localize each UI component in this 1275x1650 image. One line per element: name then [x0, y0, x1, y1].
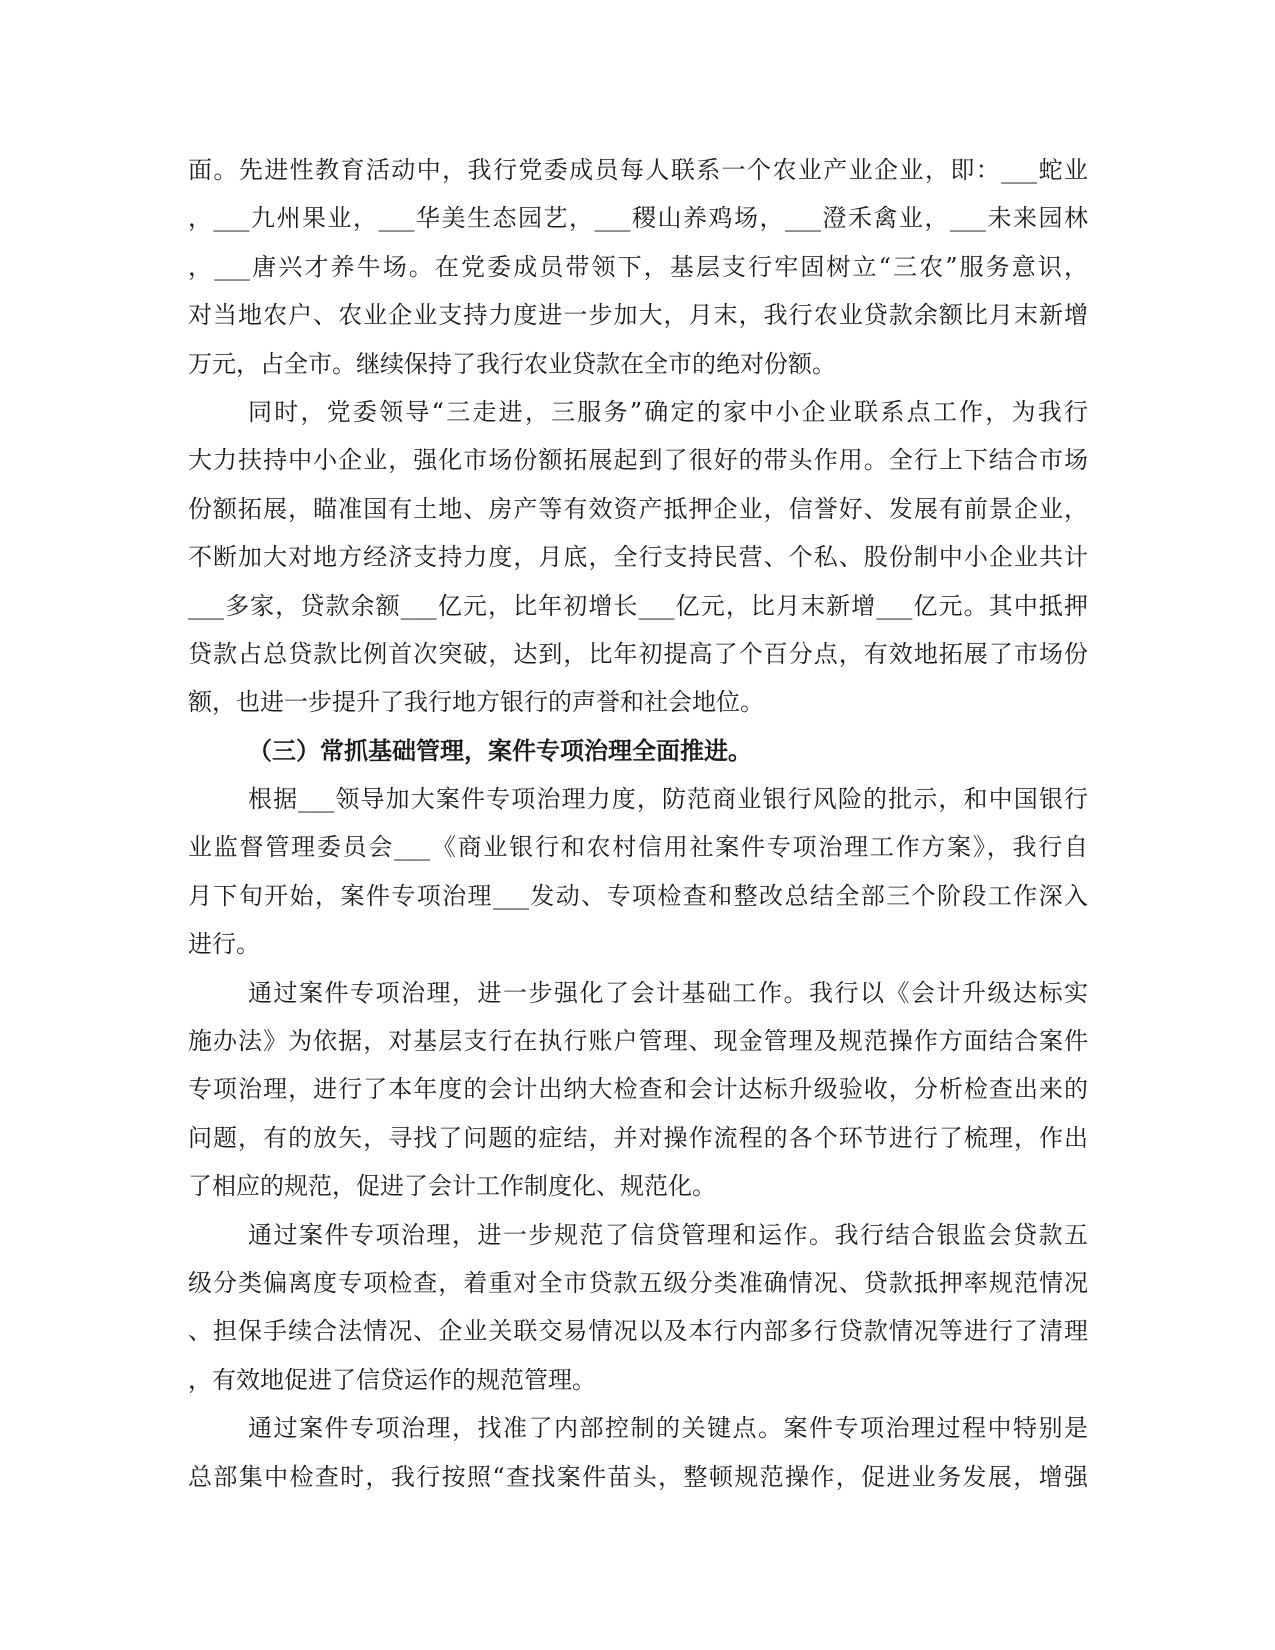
document-body	[188, 146, 1088, 1501]
text-line: ，___唐兴才养牛场。在党委成员带领下，基层支行牢固树立“三农”服务意识，	[188, 252, 1088, 281]
text-line: 贷款占总贷款比例首次突破，达到，比年初提高了个百分点，有效地拓展了市场份	[188, 639, 1088, 668]
text-line: 问题，有的放矢，寻找了问题的症结，并对操作流程的各个环节进行了梳理，作出	[188, 1123, 1088, 1152]
text-line: 、担保手续合法情况、企业关联交易情况以及本行内部多行贷款情况等进行了清理	[188, 1317, 1088, 1346]
text-line: 万元，占全市。继续保持了我行农业贷款在全市的绝对份额。	[188, 349, 836, 378]
text-line: 份额拓展，瞄准国有土地、房产等有效资产抵押企业，信誉好、发展有前景企业，	[188, 494, 1088, 523]
paragraph-start: 同时，党委领导“三走进，三服务”确定的家中小企业联系点工作，为我行	[248, 397, 1088, 426]
text-line: 面。先进性教育活动中，我行党委成员每人联系一个农业产业企业，即：___蛇业	[188, 156, 1088, 184]
text-line: ___多家，贷款余额___亿元，比年初增长___亿元，比月末新增___亿元。其中抵押	[188, 591, 1088, 620]
text-line: 额，也进一步提升了我行地方银行的声誉和社会地位。	[188, 688, 764, 717]
text-line: 业监督管理委员会___《商业银行和农村信用社案件专项治理工作方案》，我行自	[188, 833, 1088, 862]
paragraph-start: 根据___领导加大案件专项治理力度，防范商业银行风险的批示，和中国银行	[248, 785, 1088, 814]
text-line: 级分类偏离度专项检查，着重对全市贷款五级分类准确情况、贷款抵押率规范情况	[188, 1268, 1088, 1297]
text-line: 对当地农户、农业企业支持力度进一步加大，月末，我行农业贷款余额比月末新增	[188, 301, 1088, 330]
text-line: 大力扶持中小企业，强化市场份额拓展起到了很好的带头作用。全行上下结合市场	[188, 446, 1088, 475]
text-line: 了相应的规范，促进了会计工作制度化、规范化。	[188, 1172, 716, 1201]
text-line: 总部集中检查时，我行按照“查找案件苗头，整顿规范操作，促进业务发展，增强	[188, 1462, 1088, 1491]
text-line: 施办法》为依据，对基层支行在执行账户管理、现金管理及规范操作方面结合案件	[188, 1027, 1088, 1056]
text-line: ，___九州果业，___华美生态园艺，___稷山养鸡场，___澄禾禽业，___未来园林	[188, 204, 1088, 233]
text-line: 进行。	[188, 930, 260, 959]
section-heading: （三）常抓基础管理，案件专项治理全面推进。	[248, 735, 752, 765]
paragraph-start: 通过案件专项治理，进一步强化了会计基础工作。我行以《会计升级达标实	[248, 978, 1088, 1007]
text-line: 月下旬开始，案件专项治理___发动、专项检查和整改总结全部三个阶段工作深入	[188, 881, 1088, 910]
text-line: 专项治理，进行了本年度的会计出纳大检查和会计达标升级验收，分析检查出来的	[188, 1075, 1088, 1104]
text-line: ，有效地促进了信贷运作的规范管理。	[188, 1365, 596, 1394]
paragraph-start: 通过案件专项治理，找准了内部控制的关键点。案件专项治理过程中特别是	[248, 1414, 1088, 1443]
text-line: 不断加大对地方经济支持力度，月底，全行支持民营、个私、股份制中小企业共计	[188, 543, 1088, 572]
paragraph-start: 通过案件专项治理，进一步规范了信贷管理和运作。我行结合银监会贷款五	[248, 1220, 1088, 1249]
